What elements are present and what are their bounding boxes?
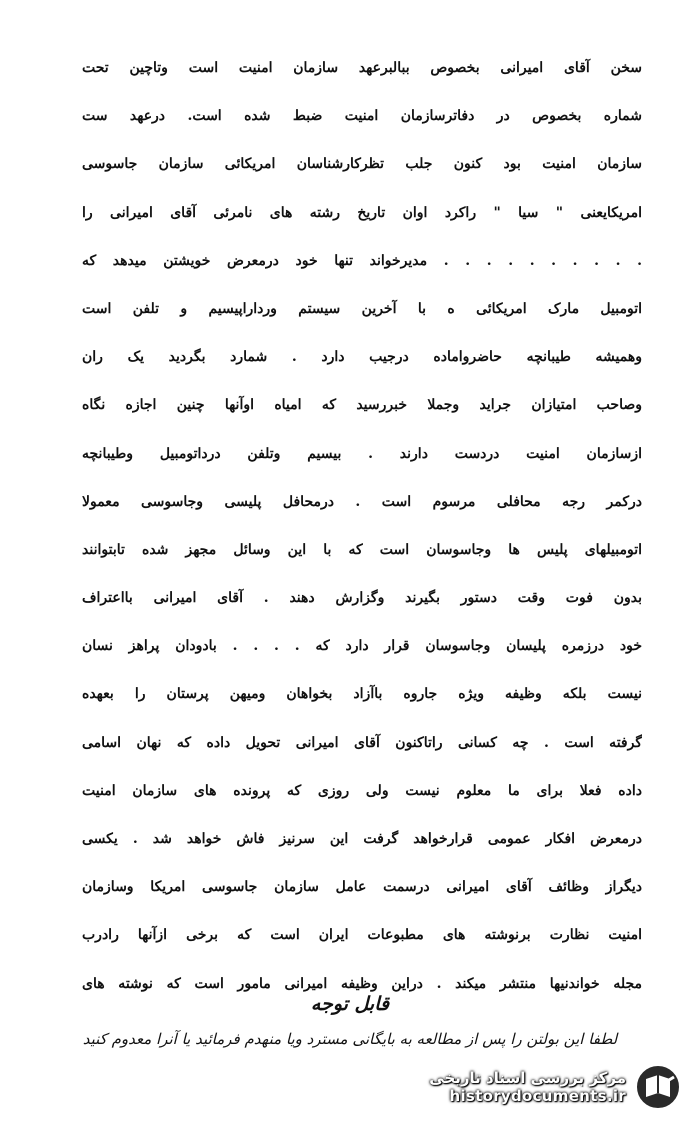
watermark	[429, 1063, 682, 1111]
typed-line: مجله خواندنیها منتشر میکند . دراین وظیفه امیرانی مامور است که نوشته های	[82, 975, 642, 992]
typed-line: امریکایعنی " سیا " راکرد اوان تاریخ رشته های نامرئی آقای امیرانی را	[82, 204, 642, 221]
book-page-icon	[634, 1063, 682, 1111]
typed-line: ازسازمان امنیت دردست دارند . بیسیم وتلفن درداتومبیل وطیبانچه	[82, 445, 642, 462]
typed-body	[82, 44, 642, 1008]
typed-line: سازمان امنیت بود کنون جلب تظرکارشناسان امریکائی سازمان جاسوسی	[82, 156, 642, 173]
closing-heading: قابل توجه	[310, 993, 390, 1015]
typed-line: نیست بلکه وظیفه ویژه جاروه باآزاد بخواهان ومیهن پرستان را بعهده	[82, 686, 642, 703]
typed-line: اتومبیل مارک امریکائی ه با آخرین سیستم ورداراپیسیم و تلفن است	[82, 300, 642, 317]
typed-line: گرفته است . چه کسانی راتاکنون آقای امیرانی تحویل داده که نهان اسامی	[82, 734, 642, 751]
watermark-text	[429, 1069, 626, 1105]
typed-line: اتومبیلهای پلیس ها وجاسوسان است که با این وسائل مجهز شده تابتوانند	[82, 541, 642, 558]
typed-line: . . . . . . . . . . مدیرخواند تنها خود درمعرض خویشتن میدهد که	[82, 252, 642, 269]
watermark-persian: مرکز بررسی اسناد تاریخی	[429, 1069, 626, 1087]
typed-line: وهمیشه طیبانچه حاضرواماده درجیب دارد . شمارد بگردید یک ران	[82, 349, 642, 366]
typed-line: داده فعلا برای ما معلوم نیست ولی روزی که پرونده های سازمان امنیت	[82, 782, 642, 799]
typed-line: بدون فوت وقت دستور بگیرند وگزارش دهند . آقای امیرانی بااعتراف	[82, 590, 642, 607]
typed-line: وصاحب امتیازان جراید وجملا خبررسید که امیاه اوآنها چنین اجازه نگاه	[82, 397, 642, 414]
closing-note: لطفا این بولتن را پس از مطالعه به بایگانی مسترد ویا منهدم فرمائید یا آنرا معدوم کنید	[82, 1030, 618, 1048]
watermark-url: historydocuments.ir	[449, 1087, 626, 1105]
typed-line: درمعرض افکار عمومی قرارخواهد گرفت این سرنیز فاش خواهد شد . یکسی	[82, 831, 642, 847]
typed-line: دیگراز وظائف آقای امیرانی درسمت عامل سازمان جاسوسی امریکا وسازمان	[82, 879, 642, 896]
typed-line: خود درزمره پلیسان وجاسوسان قرار دارد که . . . . بادودان پراهز نسان	[82, 638, 642, 655]
typed-line: درکمر رجه محافلی مرسوم است . درمحافل پلیسی وجاسوسی معمولا	[82, 493, 642, 510]
typed-line: شماره بخصوص در دفاترسازمان امنیت ضبط شده است. درعهد ست	[82, 108, 642, 125]
typed-line: سخن آقای امیرانی بخصوص ببالبرعهد سازمان امنیت است وتاچین تحت	[82, 60, 642, 76]
typed-line: امنیت نظارت برنوشته های مطبوعات ایران است که برخی ازآنها رادرب	[82, 927, 642, 944]
